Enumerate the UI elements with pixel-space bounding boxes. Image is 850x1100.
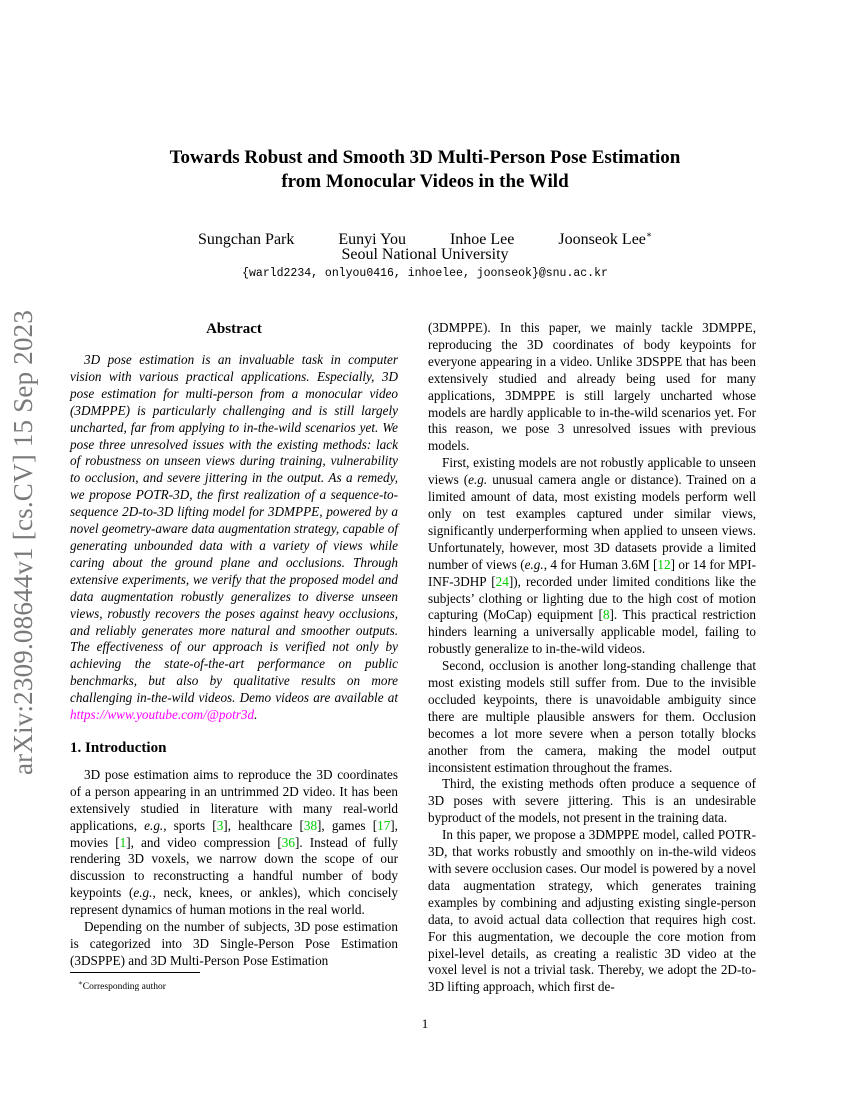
text-run: e.g. bbox=[524, 556, 544, 572]
title-line-2: from Monocular Videos in the Wild bbox=[281, 171, 569, 192]
footnote-mark: ∗ bbox=[78, 979, 83, 987]
text-run: e.g. bbox=[133, 885, 153, 901]
author-name: Eunyi You bbox=[338, 231, 406, 249]
citation-link[interactable]: 8 bbox=[602, 607, 610, 623]
author-emails: {warld2234, onlyou0416, inhoelee, joonseok}@snu.ac.kr bbox=[242, 267, 608, 280]
title-line-1: Towards Robust and Smooth 3D Multi-Person Pose Estimation bbox=[169, 147, 681, 168]
text-run: First, existing models are not robustly applicable to unseen views ( bbox=[428, 455, 756, 488]
corresponding-mark: ∗ bbox=[645, 230, 653, 240]
text-run: ], healthcare [ bbox=[223, 817, 304, 833]
text-run: ]), recorded under limited conditions like the subjects’ clothing or lighting due to the high cost of motion capturing (MoCap) equipment [ bbox=[428, 573, 756, 623]
right-column bbox=[428, 320, 756, 996]
text-run: ] or 14 for MPI-INF-3DHP [ bbox=[428, 556, 756, 589]
abstract-text bbox=[70, 352, 398, 724]
text-run: , neck, knees, or ankles), which concisely represent dynamics of human motions in the real world. bbox=[70, 885, 398, 918]
text-run: ]. Instead of fully rendering 3D voxels, we narrow down the scope of our discussion to reconstructing a handful number of body keypoints ( bbox=[70, 834, 398, 901]
intro-paragraph-2-continued: (3DMPPE). In this paper, we mainly tackle 3DMPPE, reproducing the 3D coordinates of body keypoints for everyone appearing in a video. Unlike 3DSPPE that has been extensively studied and already being used for many applications, 3DMPPE is still largely uncharted whose models are hardly applicable to in-the-wild scenarios yet. For this reason, we pose 3 unresolved issues with previous models. bbox=[428, 320, 756, 454]
intro-paragraph-4: Second, occlusion is another long-standing challenge that most existing models still suffer from. Due to the invisible occluded keypoints, there is unavoidable ambiguity since there are multiple plausible answers for them. Occlusion becomes a lot more severe when a person totally blocks another from the camera, making the model output inconsistent estimation throughout the frames. bbox=[428, 658, 756, 775]
author-name-text: Joonseok Lee bbox=[558, 231, 646, 249]
text-run: ], games [ bbox=[317, 817, 378, 833]
author-name: Sungchan Park bbox=[197, 231, 295, 249]
section-heading-introduction: 1. Introduction bbox=[70, 739, 167, 756]
text-run: e.g., bbox=[144, 817, 167, 833]
text-run: unusual camera angle or distance). Trained on a limited amount of data, most existing models perform well only on test examples captured under similar views, significantly underperforming when applied to unseen views. Unfortunately, however, most 3D datasets provide a limited number of views ( bbox=[428, 472, 756, 572]
footnote-divider bbox=[70, 972, 200, 973]
affiliation: Seoul National University bbox=[341, 246, 509, 263]
intro-paragraph-2: Depending on the number of subjects, 3D pose estimation is categorized into 3D Single-Person Pose Estimation (3DSPPE) and 3D Multi-Person Pose Estimation bbox=[70, 919, 398, 968]
citation-link[interactable]: 17 bbox=[377, 817, 391, 833]
abstract-body: 3D pose estimation is an invaluable task in computer vision with various practical applications. Especially, 3D pose estimation for multi-person from a monocular video (3DMPPE) is particularly challenging and is still largely uncharted, far from applying to in-the-wild scenarios yet. We pose three unresolved issues with the existing methods: lack of robustness on unseen views during training, vulnerability to occlusion, and severe jittering in the output. As a remedy, we propose POTR-3D, the first realization of a sequence-to-sequence 2D-to-3D lifting model for 3DMPPE, powered by a novel geometry-aware data augmentation strategy, capable of generating unbounded data with a variety of views while caring about the ground plane and occlusions. Through extensive experiments, we verify that the proposed model and data augmentation robustly generalizes to diverse unseen views, robustly recovers the poses against heavy occlusions, and reliably generates more natural and smoother outputs. The effectiveness of our approach is verified not only by achieving the state-of-the-art performance on public benchmarks, but also by qualitative results on more challenging in-the-wild videos. Demo videos are available at bbox=[70, 352, 398, 706]
citation-link[interactable]: 1 bbox=[119, 834, 127, 850]
citation-link[interactable]: 38 bbox=[303, 817, 318, 833]
intro-paragraph-6: In this paper, we propose a 3DMPPE model, called POTR-3D, that works robustly and smoothly on in-the-wild videos with severe occlusion cases. Our model is powered by a novel data augmentation strategy, which generates training examples by combining and adjusting existing single-person data, to avoid actual data collection that requires high cost. For this augmentation, we decouple the core motion from pixel-level details, as creating a realistic 3D video at the voxel level is not a trivial task. Thereby, we adopt the 2D-to-3D lifting approach, which first de- bbox=[428, 827, 756, 995]
citation-link[interactable]: 24 bbox=[495, 573, 509, 589]
text-run: ], and video compression [ bbox=[126, 834, 282, 850]
text-run: 3D pose estimation aims to reproduce the 3D coordinates of a person appearing in an untrimmed 2D video. It has been extensively studied in literature with many real-world applications, bbox=[70, 766, 398, 833]
text-run: , 4 for Human 3.6M [ bbox=[543, 556, 658, 572]
abstract-heading: Abstract bbox=[206, 321, 262, 337]
text-run: ], movies [ bbox=[70, 817, 398, 850]
demo-video-link[interactable]: https://www.youtube.com/@potr3d bbox=[70, 707, 255, 723]
arxiv-identifier: arXiv:2309.08644v1 [cs.CV] 15 Sep 2023 bbox=[8, 309, 38, 775]
citation-link[interactable]: 36 bbox=[281, 834, 295, 850]
intro-paragraph-3 bbox=[428, 455, 756, 658]
citation-link[interactable]: 12 bbox=[657, 556, 671, 572]
abstract-end: . bbox=[254, 707, 258, 723]
author-name: Inhoe Lee bbox=[449, 231, 515, 249]
citation-link[interactable]: 3 bbox=[216, 817, 224, 833]
footnote-text: Corresponding author bbox=[82, 982, 166, 993]
intro-paragraph-1 bbox=[70, 767, 398, 919]
text-run: ]. This practical restriction hinders learning a universally applicable model, failing to robustly generalize to in-the-wild videos. bbox=[428, 607, 756, 657]
paper-title bbox=[0, 146, 850, 194]
left-column bbox=[70, 319, 398, 970]
page-number: 1 bbox=[421, 1016, 429, 1031]
text-run: e.g. bbox=[468, 472, 488, 488]
intro-paragraph-5: Third, the existing methods often produce a sequence of 3D poses with severe jittering. This is an undesirable byproduct of the models, not present in the training data. bbox=[428, 776, 756, 826]
text-run: sports [ bbox=[166, 817, 217, 833]
footnote bbox=[78, 977, 166, 993]
